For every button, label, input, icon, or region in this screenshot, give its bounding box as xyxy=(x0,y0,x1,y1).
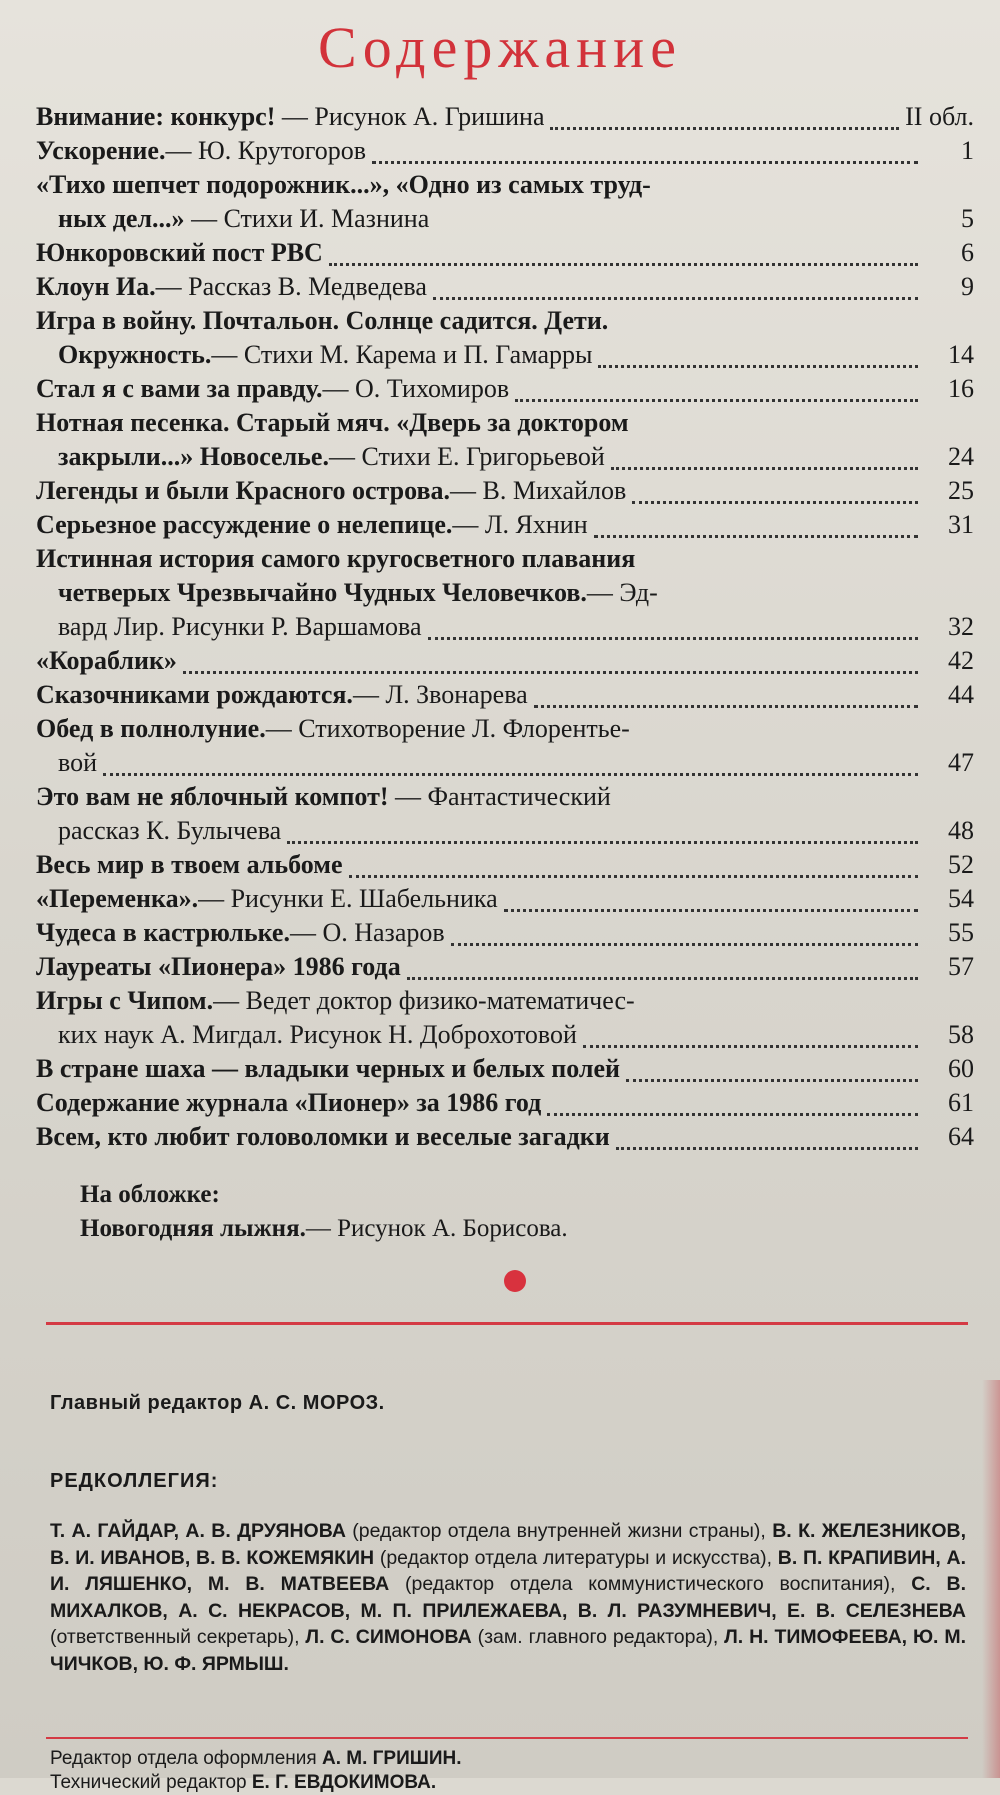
cover-title: Новогодняя лыжня. xyxy=(80,1215,306,1242)
red-divider-bottom xyxy=(46,1737,968,1739)
footer-credits: Редактор отдела оформления А. М. ГРИШИН. Технический редактор Е. Г. ЕВДОКИМОВА. xyxy=(50,1748,462,1793)
toc-entry: В стране шаха — владыки черных и белых полей 60 xyxy=(36,1054,974,1083)
toc-entry: Всем, кто любит головоломки и веселые загадки 64 xyxy=(36,1122,974,1151)
toc-entry: Лауреаты «Пионера» 1986 года 57 xyxy=(36,952,974,981)
toc-entry: Игра в войну. Почтальон. Солнце садится. Дети. Окружность.— Стихи М. Карема и П. Гамарры 14 xyxy=(36,306,974,369)
toc-entry: Обед в полнолуние.— Стихотворение Л. Флорентье- вой 47 xyxy=(36,714,974,777)
toc-entry: Содержание журнала «Пионер» за 1986 год 61 xyxy=(36,1088,974,1117)
toc-entry: «Кораблик» 42 xyxy=(36,646,974,675)
chief-editor: Главный редактор А. С. МОРОЗ. xyxy=(50,1392,385,1414)
toc-entry: Стал я с вами за правду.— О. Тихомиров 16 xyxy=(36,374,974,403)
red-divider xyxy=(46,1322,968,1325)
toc-entry: Легенды и были Красного острова.— В. Михайлов 25 xyxy=(36,476,974,505)
toc-entry: Это вам не яблочный компот! — Фантастический рассказ К. Булычева 48 xyxy=(36,782,974,845)
toc-entry: Юнкоровский пост РВС 6 xyxy=(36,238,974,267)
toc-entry: Ускорение.— Ю. Крутогоров 1 xyxy=(36,136,974,165)
page-title: Содержание xyxy=(318,15,682,80)
cover-heading: На обложке: xyxy=(80,1181,220,1208)
toc-entry: «Переменка».— Рисунки Е. Шабельника 54 xyxy=(36,884,974,913)
toc-entry: Сказочниками рождаются.— Л. Звонарева 44 xyxy=(36,680,974,709)
toc-entry: «Тихо шепчет подорожник...», «Одно из самых труд- ных дел...» — Стихи И. Мазнина 5 xyxy=(36,170,974,233)
toc-entry: Серьезное рассуждение о нелепице.— Л. Яхнин 31 xyxy=(36,510,974,539)
cover-credit: — Рисунок А. Борисова. xyxy=(305,1215,568,1242)
toc-entry: Нотная песенка. Старый мяч. «Дверь за доктором закрыли...» Новоселье.— Стихи Е. Григорьевой 24 xyxy=(36,408,974,471)
table-of-contents xyxy=(36,100,974,1154)
toc-entry: Игры с Чипом.— Ведет доктор физико-математичес- ких наук А. Мигдал. Рисунок Н. Доброхотовой 58 xyxy=(36,986,974,1049)
board-heading: РЕДКОЛЛЕГИЯ: xyxy=(50,1470,219,1492)
board-members: Т. А. ГАЙДАР, А. В. ДРУЯНОВА (редактор отдела внутренней жизни страны), В. К. ЖЕЛЕЗНИКОВ, В. И. ИВАНОВ, В. В. КОЖЕМЯКИН (редактор отдела литературы и искусства), В. П. КРАПИВИН, А. И. ЛЯШЕНКО, М. В. МАТВЕЕВА (редактор отдела коммунистического воспитания), С. В. МИХАЛКОВ, А. С. НЕКРАСОВ, М. П. ПРИЛЕЖАЕВА, В. Л. РАЗУМНЕВИЧ, Е. В. СЕЛЕЗНЕВА (ответственный секретарь), Л. С. СИМОНОВА (зам. главного редактора), Л. Н. ТИМОФЕЕВА, Ю. М. ЧИЧКОВ, Ю. Ф. ЯРМЫШ. xyxy=(50,1520,967,1675)
toc-entry: Чудеса в кастрюльке.— О. Назаров 55 xyxy=(36,918,974,947)
toc-entry: Весь мир в твоем альбоме 52 xyxy=(36,850,974,879)
toc-entry: Клоун Иа.— Рассказ В. Медведева 9 xyxy=(36,272,974,301)
red-dot-ornament xyxy=(504,1270,526,1292)
toc-entry: Внимание: конкурс! — Рисунок А. Гришина II обл. xyxy=(36,102,974,131)
toc-entry: Истинная история самого кругосветного плавания четверых Чрезвычайно Чудных Человечков.— Эд- вард Лир. Рисунки Р. Варшамова 32 xyxy=(36,544,974,641)
cover-note xyxy=(80,1178,568,1246)
red-page-edge xyxy=(982,1380,1000,1778)
